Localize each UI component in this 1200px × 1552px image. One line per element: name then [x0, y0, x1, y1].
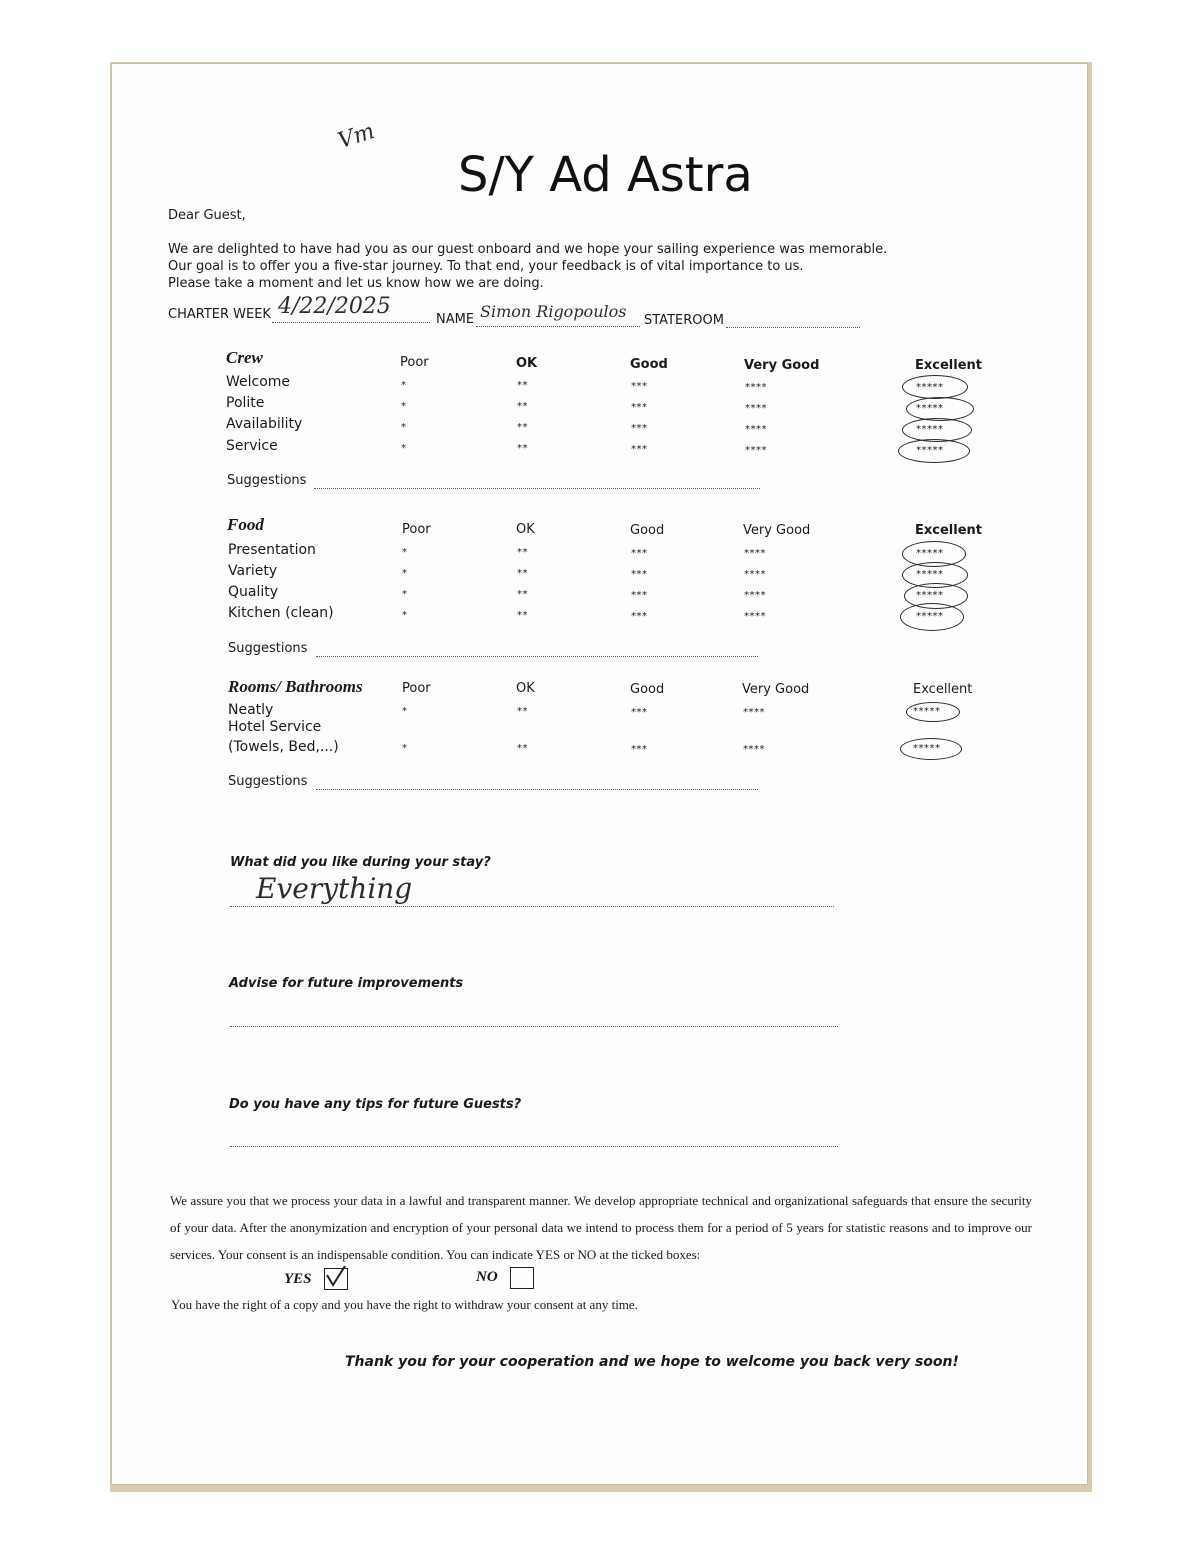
rating-poor[interactable]: * [401, 422, 407, 433]
food-row-kitchen-label: Kitchen (clean) [228, 605, 334, 621]
crew-col-very-good: Very Good [744, 358, 820, 373]
section-title-crew: Crew [226, 348, 263, 367]
closing-message: Thank you for your cooperation and we hope to welcome you back very soon! [345, 1354, 959, 1370]
rooms-col-poor: Poor [402, 681, 431, 696]
question-liked-line [230, 906, 834, 907]
selection-circle [906, 702, 960, 722]
rating-very-good[interactable]: **** [745, 382, 767, 393]
food-row-variety-label: Variety [228, 563, 278, 579]
crew-col-poor: Poor [400, 355, 429, 370]
name-field[interactable]: Simon Rigopoulos [480, 302, 627, 321]
question-tips-line [230, 1146, 838, 1147]
rating-good[interactable]: *** [631, 423, 648, 434]
rating-very-good[interactable]: **** [743, 707, 765, 718]
rating-good[interactable]: *** [631, 548, 648, 559]
food-col-excellent: Excellent [915, 523, 982, 538]
rating-very-good[interactable]: **** [744, 548, 766, 559]
rating-good[interactable]: *** [631, 590, 648, 601]
intro-line-3: Please take a moment and let us know how we are doing. [168, 276, 544, 291]
rating-ok[interactable]: ** [517, 422, 528, 433]
crew-row-welcome-label: Welcome [226, 374, 291, 390]
rating-very-good[interactable]: **** [745, 403, 767, 414]
consent-yes-label: YES [284, 1271, 312, 1287]
question-improvements-label: Advise for future improvements [229, 976, 464, 991]
rating-ok[interactable]: ** [517, 443, 528, 454]
selection-circle [900, 603, 964, 631]
rating-excellent[interactable]: ***** [916, 590, 944, 601]
question-tips-label: Do you have any tips for future Guests? [229, 1097, 522, 1112]
rating-excellent[interactable]: ***** [916, 611, 944, 622]
rating-good[interactable]: *** [631, 611, 648, 622]
section-title-food: Food [227, 515, 264, 534]
rooms-col-excellent: Excellent [913, 682, 973, 697]
rating-ok[interactable]: ** [517, 589, 528, 600]
rating-ok[interactable]: ** [517, 547, 528, 558]
selection-circle [900, 738, 962, 760]
rooms-suggestions-line [316, 789, 758, 790]
food-col-poor: Poor [402, 522, 431, 537]
food-suggestions-label: Suggestions [228, 641, 308, 656]
rating-poor[interactable]: * [402, 743, 408, 754]
food-col-good: Good [630, 523, 665, 538]
check-mark-icon [323, 1265, 349, 1289]
rating-very-good[interactable]: **** [744, 611, 766, 622]
stateroom-label: STATEROOM [644, 313, 724, 328]
rating-excellent[interactable]: ***** [916, 548, 944, 559]
rooms-col-ok: OK [516, 681, 535, 696]
consent-right-text: You have the right of a copy and you have the right to withdraw your consent at any time. [171, 1297, 638, 1312]
food-row-quality-label: Quality [228, 584, 279, 600]
food-suggestions-line [316, 656, 758, 657]
rating-poor[interactable]: * [402, 547, 408, 558]
rating-good[interactable]: *** [631, 381, 648, 392]
crew-suggestions-label: Suggestions [227, 473, 307, 488]
rating-excellent[interactable]: ***** [913, 706, 941, 717]
rating-ok[interactable]: ** [517, 706, 528, 717]
selection-circle [898, 439, 970, 463]
rating-ok[interactable]: ** [517, 743, 528, 754]
section-title-rooms: Rooms/ Bathrooms [228, 677, 363, 696]
crew-col-ok: OK [516, 356, 538, 371]
stateroom-line [726, 327, 860, 328]
rating-poor[interactable]: * [401, 401, 407, 412]
rating-poor[interactable]: * [402, 706, 408, 717]
question-liked-label: What did you like during your stay? [230, 855, 491, 870]
question-liked-answer[interactable]: Everything [256, 872, 413, 905]
consent-no-label: NO [476, 1269, 498, 1285]
rating-ok[interactable]: ** [517, 401, 528, 412]
handwritten-initials: Vm [335, 118, 378, 155]
rating-good[interactable]: *** [631, 744, 648, 755]
rating-excellent[interactable]: ***** [916, 382, 944, 393]
charter-week-label: CHARTER WEEK [168, 307, 271, 322]
intro-line-2: Our goal is to offer you a five-star journey. To that end, your feedback is of vital importance to us. [168, 259, 804, 274]
crew-row-service-label: Service [226, 438, 278, 454]
crew-col-good: Good [630, 357, 668, 372]
greeting: Dear Guest, [168, 208, 246, 223]
rating-poor[interactable]: * [401, 380, 407, 391]
rating-excellent[interactable]: ***** [916, 445, 944, 456]
rooms-col-good: Good [630, 682, 665, 697]
name-label: NAME [436, 312, 475, 327]
rating-good[interactable]: *** [631, 444, 648, 455]
form-title: S/Y Ad Astra [458, 147, 753, 203]
rating-very-good[interactable]: **** [744, 569, 766, 580]
food-col-very-good: Very Good [743, 523, 811, 538]
name-line [476, 326, 640, 327]
rooms-row-hotel-service-label: Hotel Service [228, 719, 322, 735]
rooms-suggestions-label: Suggestions [228, 774, 308, 789]
rooms-row-neatly-label: Neatly [228, 702, 274, 718]
rating-poor[interactable]: * [402, 568, 408, 579]
consent-text: We assure you that we process your data in a lawful and transparent manner. We develop appropriate technical and organizational safeguards that ensure the security of your data. After the anonymization and encryption of your personal data we intend to process them for a period of 5 years for statistic reasons and to improve our services. Your consent is an indispensable condition. You can indicate YES or NO at the ticked boxes: [170, 1193, 1032, 1262]
food-col-ok: OK [516, 522, 535, 537]
rating-poor[interactable]: * [402, 589, 408, 600]
food-row-presentation-label: Presentation [228, 542, 316, 558]
rating-good[interactable]: *** [631, 402, 648, 413]
rating-poor[interactable]: * [402, 610, 408, 621]
question-improvements-line [230, 1026, 838, 1027]
consent-no-checkbox[interactable] [510, 1267, 534, 1289]
consent-yes-checkbox[interactable] [324, 1268, 348, 1290]
crew-row-availability-label: Availability [226, 416, 303, 432]
rating-good[interactable]: *** [631, 707, 648, 718]
rating-very-good[interactable]: **** [745, 445, 767, 456]
rating-ok[interactable]: ** [517, 380, 528, 391]
charter-week-line [272, 322, 430, 323]
intro-line-1: We are delighted to have had you as our guest onboard and we hope your sailing experience was memorable. [168, 242, 888, 257]
rating-excellent[interactable]: ***** [916, 569, 944, 580]
crew-suggestions-line [314, 488, 760, 489]
selection-circle [902, 375, 968, 399]
rating-excellent[interactable]: ***** [913, 743, 941, 754]
rating-very-good[interactable]: **** [744, 590, 766, 601]
rating-ok[interactable]: ** [517, 568, 528, 579]
crew-row-polite-label: Polite [226, 395, 265, 411]
rating-poor[interactable]: * [401, 443, 407, 454]
rating-very-good[interactable]: **** [745, 424, 767, 435]
rooms-row-towels-label: (Towels, Bed,...) [228, 739, 339, 755]
rooms-col-very-good: Very Good [742, 682, 810, 697]
rating-ok[interactable]: ** [517, 610, 528, 621]
rating-excellent[interactable]: ***** [916, 424, 944, 435]
crew-col-excellent: Excellent [915, 358, 982, 373]
rating-good[interactable]: *** [631, 569, 648, 580]
rating-very-good[interactable]: **** [743, 744, 765, 755]
charter-week-field[interactable]: 4/22/2025 [278, 294, 391, 319]
rating-excellent[interactable]: ***** [916, 403, 944, 414]
